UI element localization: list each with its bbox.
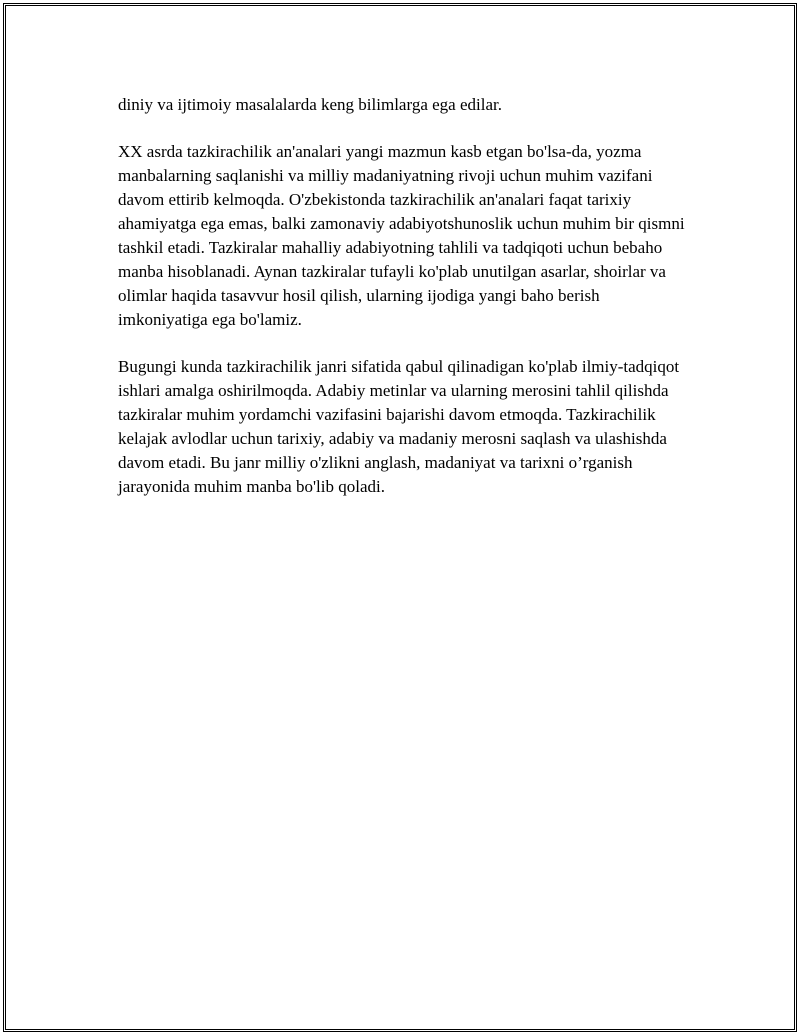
document-body [118, 93, 686, 499]
paragraph-1: diniy va ijtimoiy masalalarda keng bilimlarga ega edilar. [118, 95, 502, 114]
paragraph-3: Bugungi kunda tazkirachilik janri sifatida qabul qilinadigan ko'plab ilmiy-tadqiqot ishlari amalga oshirilmoqda. Adabiy metinlar va ularning merosini tahlil qilishda tazkiralar muhim yordamchi vazifasini bajarishi davom etmoqda. Tazkirachilik kelajak avlodlar uchun tarixiy, adabiy va madaniy merosni saqlash va ulashishda davom etadi. Bu janr milliy o'zlikni anglash, madaniyat va tarixni o’rganish jarayonida muhim manba bo'lib qoladi. [118, 357, 680, 496]
paragraph-2: XX asrda tazkirachilik an'analari yangi mazmun kasb etgan bo'lsa-da, yozma manbalarning saqlanishi va milliy madaniyatning rivoji uchun muhim vazifani davom ettirib kelmoqda. O'zbekistonda tazkirachilik an'analari faqat tarixiy ahamiyatga ega emas, balki zamonaviy adabiyotshunoslik uchun muhim bir qismni tashkil etadi. Tazkiralar mahalliy adabiyotning tahlili va tadqiqoti uchun bebaho manba hisoblanadi. Aynan tazkiralar tufayli ko'plab unutilgan asarlar, shoirlar va olimlar haqida tasavvur hosil qilish, ularning ijodiga yangi baho berish imkoniyatiga ega bo'lamiz. [118, 142, 685, 329]
